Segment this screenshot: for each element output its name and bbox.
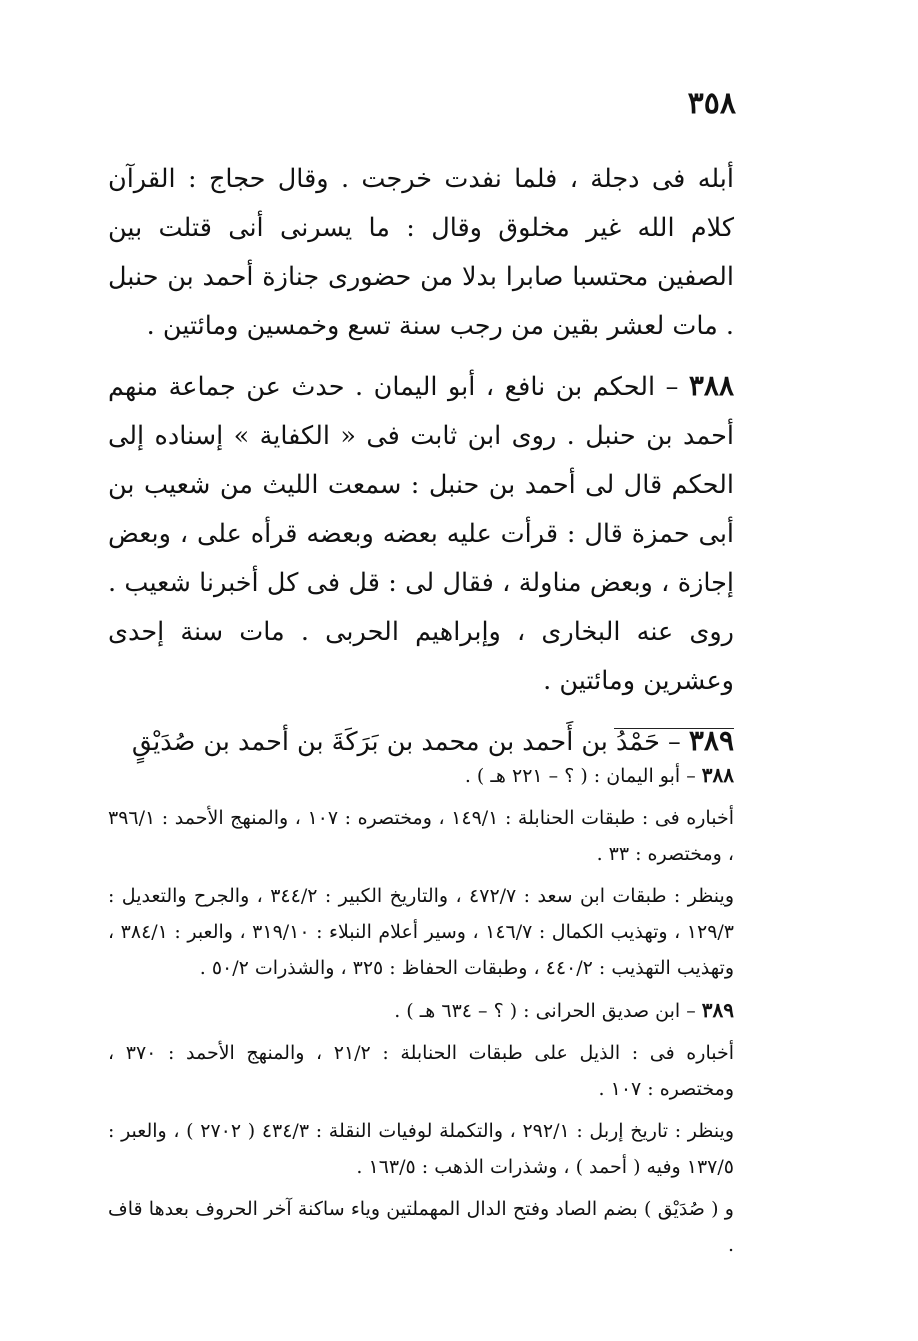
footnote-388-references: وينظر : طبقات ابن سعد : ٤٧٢/٧ ، والتاريخ الكبير : ٣٤٤/٢ ، والجرح والتعديل : ١٢٩/٣ ، وتهذيب الكمال : ١٤٦/٧ ، وسير أعلام النبلاء : ٣١٩/١٠ ، والعبر : ٣٨٤/١ ، وتهذيب التهذيب : ٤٤٠/٢ ، وطبقات الحفاظ : ٣٢٥ ، والشذرات ٥٠/٢ . <box>108 885 735 979</box>
footnote-heading-text: – أبو اليمان : ( ؟ – ٢٢١ هـ ) . <box>464 765 696 787</box>
paragraph-continuation: أبله فى دجلة ، فلما نفدت خرجت . وقال حجاج : القرآن كلام الله غير مخلوق وقال : ما يسرنى أنى قتلت بين الصفين محتسبا صابرا بدلا من حضورى جنازة أحمد بن حنبل . مات لعشر بقين من رجب سنة تسع وخمسين ومائتين . <box>108 164 734 341</box>
footnote-388-sources: أخباره فى : طبقات الحنابلة : ١٤٩/١ ، ومختصره : ١٠٧ ، والمنهج الأحمد : ٣٩٦/١ ، ومختصره : ٣٣ . <box>108 807 734 865</box>
footnote-389-heading <box>108 992 734 1029</box>
footnote-separator <box>614 728 734 729</box>
footnote-number: ٣٨٨ <box>701 763 734 787</box>
footnote-389-note: و ( صُدَيْق ) بضم الصاد وفتح الدال المهملتين وياء ساكنة آخر الحروف بعدها قاف . <box>108 1198 734 1256</box>
footnote-388-heading <box>108 757 734 794</box>
entry-dash: – <box>668 727 681 757</box>
entry-number: ٣٨٨ <box>688 369 735 402</box>
entry-text: الحكم بن نافع ، أبو اليمان . حدث عن جماعة منهم أحمد بن حنبل . روى ابن ثابت فى « الكفاية » إسناده إلى الحكم قال لى أحمد بن حنبل : سمعت الليث من شعيب بن أبى حمزة قال : قرأت عليه بعضه وبعضه قرأه على ، وبعض إجازة ، وبعض مناولة ، فقال لى : قل فى كل أخبرنا شعيب . روى عنه البخارى ، وإبراهيم الحربى . مات سنة إحدى وعشرين ومائتين . <box>108 372 734 696</box>
footnote-heading-text: – ابن صديق الحرانى : ( ؟ – ٦٣٤ هـ ) . <box>394 1000 696 1022</box>
footnote-number: ٣٨٩ <box>701 998 734 1022</box>
entry-number: ٣٨٩ <box>688 724 734 757</box>
entry-text: حَمْدُ بن أَحمد بن محمد بن بَرَكَةَ بن أحمد بن صُدَيْقٍ <box>131 727 660 757</box>
footnotes <box>108 757 734 1269</box>
footnote-389-sources: أخباره فى : الذيل على طبقات الحنابلة : ٢١/٢ ، والمنهج الأحمد : ٣٧٠ ، ومختصره : ١٠٧ . <box>108 1042 734 1100</box>
main-text <box>108 155 734 777</box>
footnote-389-references: وينظر : تاريخ إربل : ٢٩٢/١ ، والتكملة لوفيات النقلة : ٤٣٤/٣ ( ٢٧٠٢ ) ، والعبر : ١٣٧/٥ وفيه ( أحمد ) ، وشذرات الذهب : ١٦٣/٥ . <box>108 1120 735 1178</box>
entry-388 <box>108 361 734 706</box>
entry-dash: – <box>665 372 679 402</box>
page-number: ٣٥٨ <box>687 86 736 121</box>
